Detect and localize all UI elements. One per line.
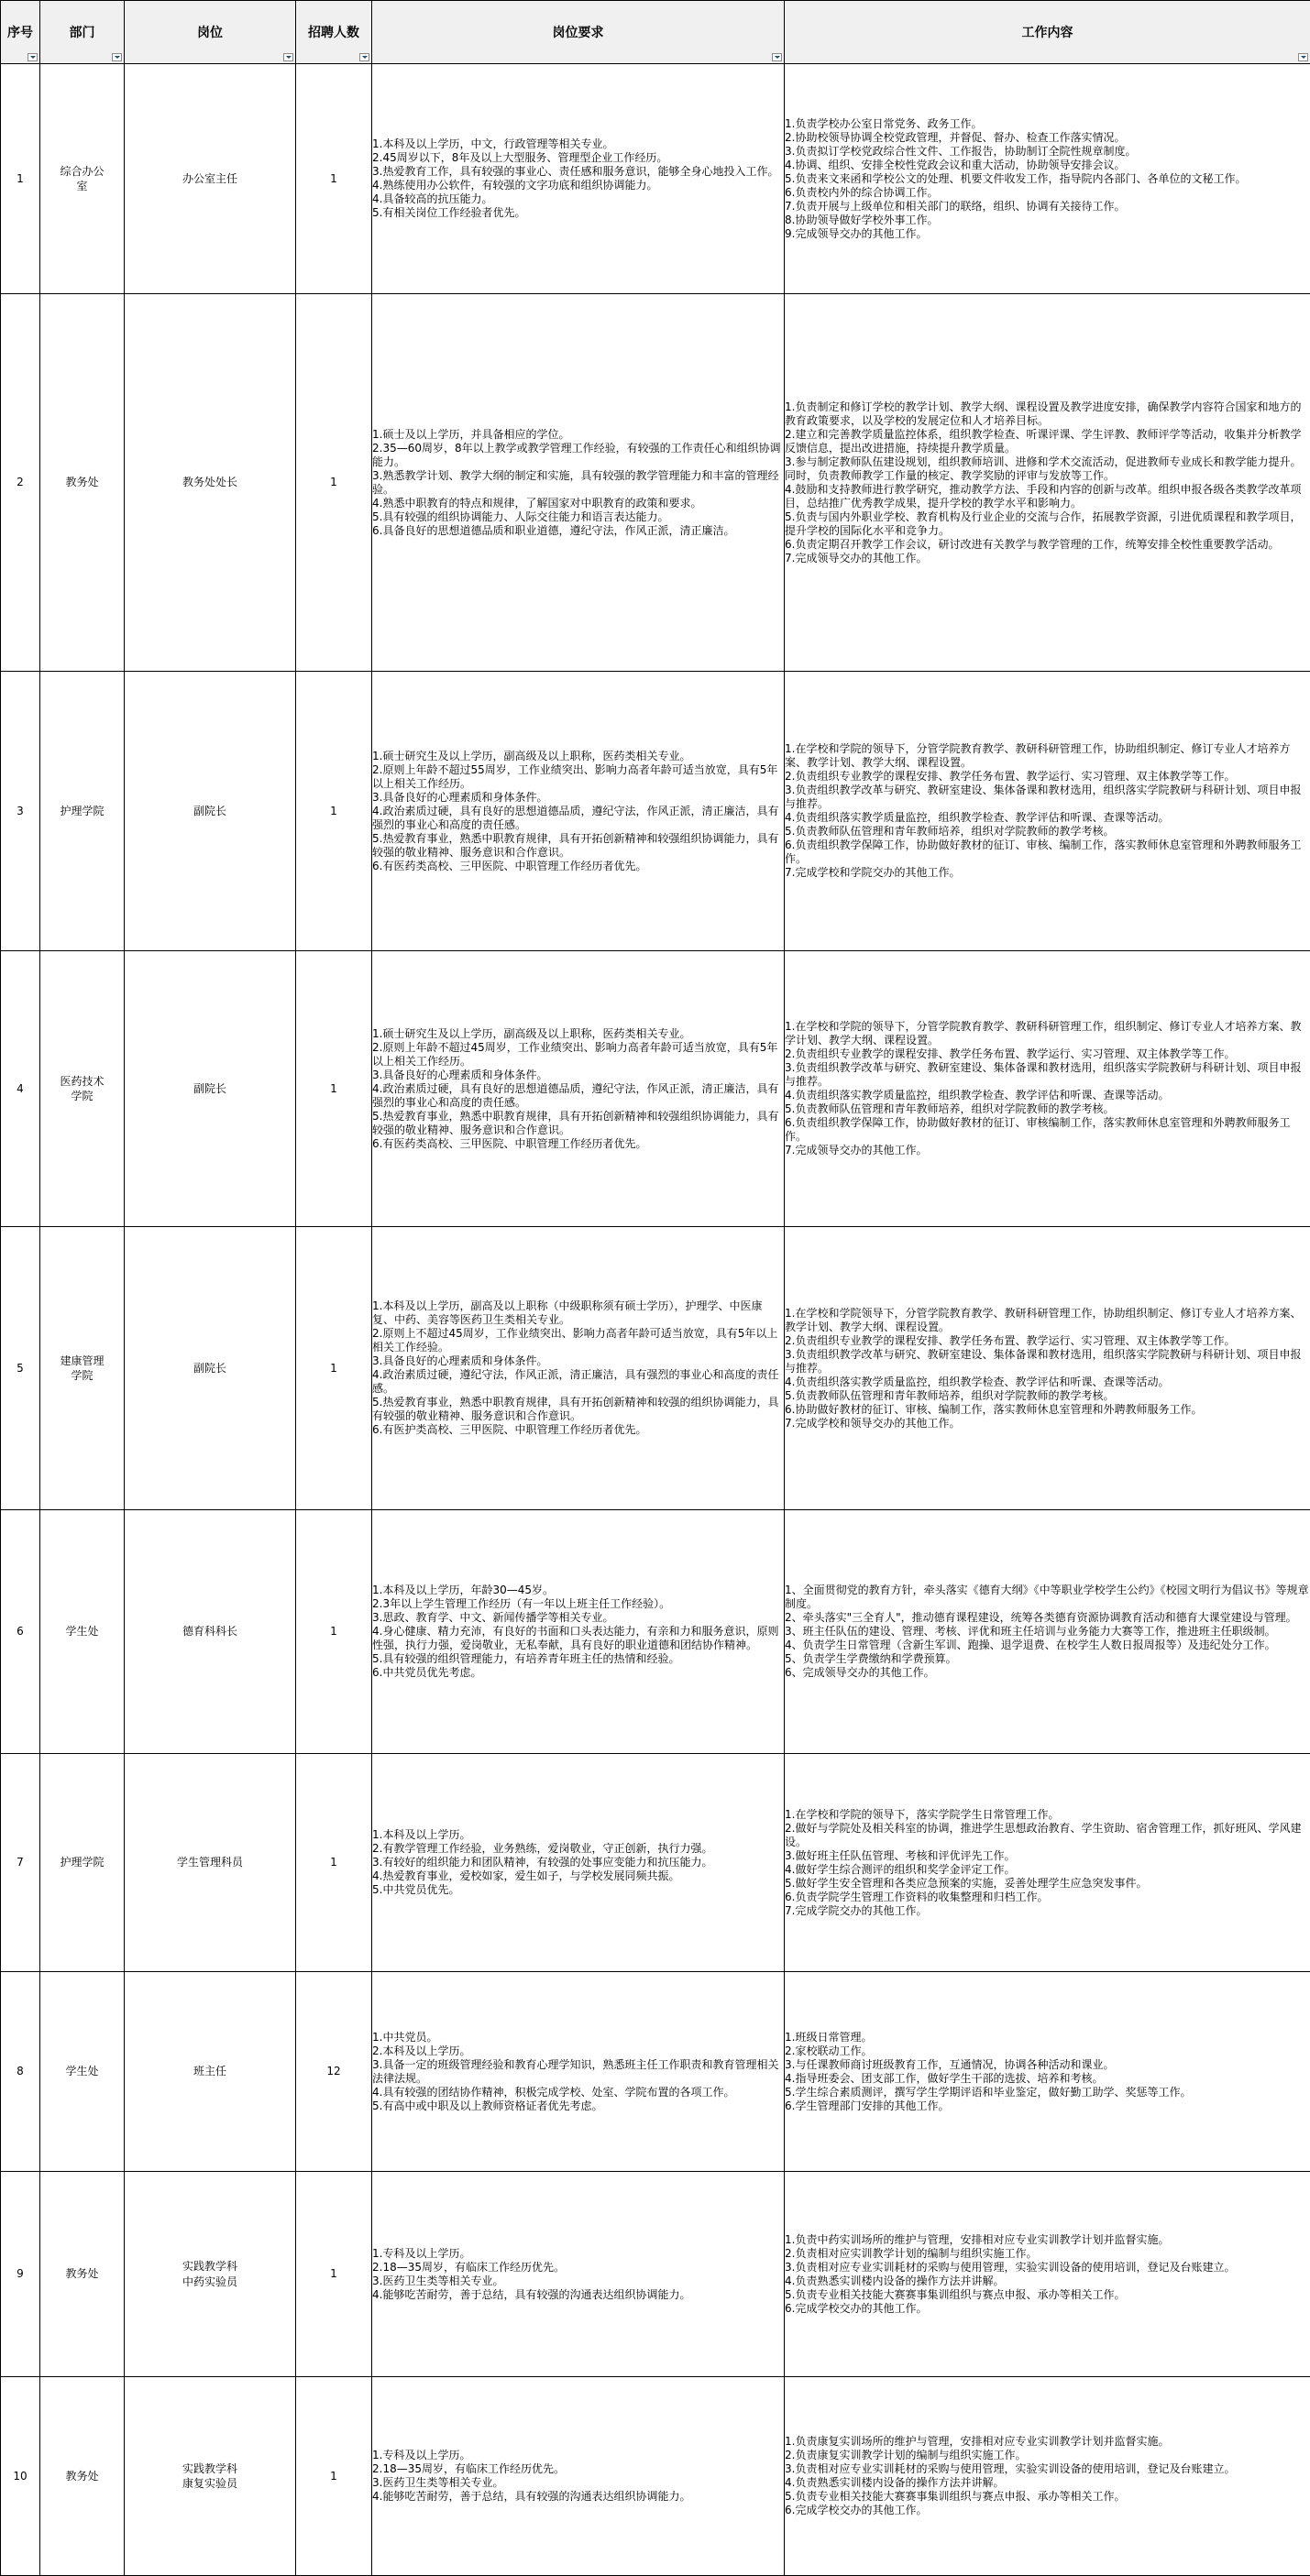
- cell-line: 1.在学校和学院的领导下，分管学院教育教学、教研科研管理工作，协助组织制定、修订专业人才培养方案、教学计划、教学大纲、课程设置。: [785, 742, 1291, 769]
- cell-requirements[interactable]: [372, 951, 785, 1227]
- cell-duties[interactable]: [785, 1510, 1310, 1754]
- cell-requirements[interactable]: [372, 294, 785, 672]
- cell-line: 3.热爱教育工作，具有较强的事业心、责任感和服务意识，能够全身心地投入工作。: [372, 165, 779, 178]
- cell-line: 4.负责组织落实教学质量监控，组织教学检查、教学评估和听课、查课等活动。: [785, 1375, 1170, 1388]
- cell-line: 3.具备一定的班级管理经验和教育心理学知识，熟悉班主任工作职责和教育管理相关法律法规。: [372, 2057, 779, 2085]
- cell-line: 5.负责教师队伍管理和青年教师培养，组织对学院教师的教学考核。: [785, 1388, 1115, 1402]
- cell-line: 4.熟练使用办公软件，有较强的文字功底和组织协调能力。: [372, 179, 658, 192]
- cell-line: 4.负责组织落实教学质量监控，组织教学检查、教学评估和听课、查课等活动。: [785, 811, 1170, 824]
- cell-post[interactable]: 副院长: [125, 1227, 296, 1510]
- cell-line: 5.负责与国内外职业学校、教育机构及行业企业的交流与合作，拓展教学资源，引进优质课程和教学项目，提升学校的国际化水平和竞争力。: [785, 510, 1302, 537]
- cell-line: 8.协助领导做好学校外事工作。: [785, 213, 939, 226]
- cell-requirements[interactable]: [372, 672, 785, 951]
- table-row: [1, 1510, 1310, 1754]
- cell-line: 1.负责康复实训场所的维护与管理，安排相对应专业实训教学计划并监督实施。: [785, 2435, 1170, 2448]
- cell-line: 6.有医药类高校、三甲医院、中职管理工作经历者优先。: [372, 859, 647, 872]
- cell-line: 3.思政、教育学、中文、新闻传播学等相关专业。: [372, 1611, 614, 1624]
- cell-requirements[interactable]: [372, 1227, 785, 1510]
- cell-line: 5.有相关岗位工作经验者优先。: [372, 206, 526, 219]
- filter-dropdown-icon[interactable]: [112, 53, 122, 61]
- cell-dept[interactable]: 综合办公 室: [40, 64, 125, 294]
- table-row: [1, 951, 1310, 1227]
- cell-line: 2.18—35周岁，有临床工作经历优先。: [372, 2260, 565, 2274]
- cell-line: 5.热爱教育事业，熟悉中职教育规律，具有开拓创新精神和较强组织协调能力，具有较强的敬业精神、服务意识和合作意识。: [372, 1109, 779, 1136]
- cell-seq[interactable]: 3: [1, 672, 40, 951]
- cell-duties[interactable]: [785, 1754, 1310, 1972]
- cell-line: 2.有教学管理工作经验，业务熟练，爱岗敬业，守正创新，执行力强。: [372, 1842, 713, 1855]
- cell-line: 3.具备良好的心理素质和身体条件。: [372, 1354, 548, 1367]
- cell-line: 1、全面贯彻党的教育方针，牵头落实《德育大纲》《中等职业学校学生公约》《校园文明行为倡议书》等规章制度。: [785, 1584, 1309, 1610]
- cell-duties[interactable]: [785, 2172, 1310, 2377]
- cell-dept[interactable]: 护理学院: [40, 672, 125, 951]
- cell-line: 4.具备较高的抗压能力。: [372, 192, 493, 205]
- cell-seq[interactable]: 1: [1, 64, 40, 294]
- cell-line: 5.有高中或中职及以上教师资格证者优先考虑。: [372, 2099, 603, 2112]
- cell-line: 6.学生管理部门安排的其他工作。: [785, 2099, 950, 2112]
- cell-line: 5.负责专业相关技能大赛赛事集训组织与赛点申报、承办等相关工作。: [785, 2490, 1126, 2503]
- cell-dept[interactable]: 建康管理 学院: [40, 1227, 125, 1510]
- cell-dept[interactable]: 护理学院: [40, 1754, 125, 1972]
- cell-line: 6.负责校内外的综合协调工作。: [785, 185, 939, 199]
- cell-line: 5.热爱教育事业，熟悉中职教育规律，具有开拓创新精神和较强组织协调能力，具有较强的敬业精神、服务意识和合作意识。: [372, 831, 779, 859]
- cell-requirements[interactable]: [372, 1972, 785, 2172]
- cell-line: 2.做好与学院处及相关科室的协调，推进学生思想政治教育、学生资助、宿舍管理工作，抓好班风、学风建设。: [785, 1821, 1302, 1848]
- table-row: [1, 2377, 1310, 2576]
- cell-line: 2.18—35周岁，有临床工作经历优先。: [372, 2462, 565, 2475]
- table-row: [1, 2172, 1310, 2377]
- cell-line: 5.学生综合素质测评，撰写学生学期评语和毕业鉴定，做好勤工助学、奖惩等工作。: [785, 2085, 1192, 2099]
- cell-line: 1.在学校和学院领导下，分管学院教育教学、教研科研管理工作，协助组织制定、修订专业人才培养方案、教学计划、教学大纲、课程设置。: [785, 1306, 1302, 1333]
- cell-line: 2、牵头落实"三全育人"，推动德育课程建设，统筹各类德育资源协调教育活动和德育大课堂建设与管理。: [785, 1611, 1297, 1624]
- cell-line: 3.医药卫生类等相关专业。: [372, 2274, 504, 2287]
- cell-dept[interactable]: 教务处: [40, 2377, 125, 2576]
- cell-post[interactable]: 副院长: [125, 672, 296, 951]
- header-count: 招聘人数: [296, 1, 372, 64]
- filter-dropdown-icon[interactable]: [28, 53, 38, 61]
- cell-count[interactable]: 1: [296, 2172, 372, 2377]
- cell-seq[interactable]: 5: [1, 1227, 40, 1510]
- cell-line: 4.热爱教育事业，爱校如家，爱生如子，与学校发展同频共振。: [372, 1869, 680, 1882]
- cell-post[interactable]: 教务处处长: [125, 294, 296, 672]
- cell-line: 5.具有较强的组织管理能力，有培养青年班主任的热情和经验。: [372, 1652, 680, 1665]
- cell-line: 1.本科及以上学历，年龄30—45岁。: [372, 1584, 554, 1596]
- cell-post[interactable]: 德育科科长: [125, 1510, 296, 1754]
- cell-line: 3.负责相对应专业实训耗材的采购与使用管理，实验实训设备的使用培训，登记及台账建立。: [785, 2462, 1236, 2475]
- table-row: [1, 294, 1310, 672]
- cell-line: 3.与任课教师商讨班级教育工作，互通情况，协调各种活动和课业。: [785, 2057, 1115, 2071]
- filter-dropdown-icon[interactable]: [283, 53, 293, 61]
- cell-post[interactable]: 副院长: [125, 951, 296, 1227]
- cell-line: 4.负责组织落实教学质量监控，组织教学检查、教学评估和听课、查课等活动。: [785, 1089, 1170, 1102]
- cell-line: 5、负责学生学费缴纳和学费预算。: [785, 1652, 957, 1665]
- cell-line: 2.原则上年龄不超过55周岁，工作业绩突出、影响力高者年龄可适当放宽，具有5年以上相关工作经历。: [372, 762, 778, 790]
- cell-line: 6.有医药类高校、三甲医院、中职管理工作经历者优先。: [372, 1136, 647, 1150]
- cell-line: 4.能够吃苦耐劳，善于总结，具有较强的沟通表达组织协调能力。: [372, 2287, 691, 2301]
- cell-line: 1.硕士研究生及以上学历，副高级及以上职称，医药类相关专业。: [372, 1026, 691, 1040]
- cell-line: 9.完成领导交办的其他工作。: [785, 226, 928, 240]
- header-post: 岗位: [125, 1, 296, 64]
- cell-line: 4.指导班委会、团支部工作，做好学生干部的选拔、培养和考核。: [785, 2071, 1104, 2085]
- cell-count[interactable]: 1: [296, 1510, 372, 1754]
- cell-line: 7.完成学校和学院交办的其他工作。: [785, 866, 961, 879]
- cell-line: 4.能够吃苦耐劳，善于总结，具有较强的沟通表达组织协调能力。: [372, 2490, 691, 2503]
- cell-duties[interactable]: [785, 1227, 1310, 1510]
- cell-line: 6、完成领导交办的其他工作。: [785, 1666, 935, 1679]
- cell-seq[interactable]: 9: [1, 2172, 40, 2377]
- cell-line: 3.负责组织教学改革与研究、教研室建设、集体备课和教材选用，组织落实学院教研与科研计划、项目申报与推荐。: [785, 1061, 1302, 1088]
- cell-duties[interactable]: [785, 672, 1310, 951]
- cell-line: 6.完成学校交办的其他工作。: [785, 2301, 928, 2315]
- table-row: [1, 1227, 1310, 1510]
- cell-line: 2.负责组织专业教学的课程安排、教学任务布置、教学运行、实习管理、双主体教学等工作。: [785, 770, 1236, 783]
- cell-line: 5.具有较强的组织协调能力、人际交往能力和语言表达能力。: [372, 510, 669, 523]
- cell-line: 2.本科及以上学历。: [372, 2044, 471, 2057]
- cell-line: 7.负责开展与上级单位和相关部门的联络，组织、协调有关接待工作。: [785, 199, 1126, 213]
- cell-line: 7.完成学校和领导交办的其他工作。: [785, 1416, 961, 1430]
- cell-line: 3.负责相对应专业实训耗材的采购与使用管理，实验实训设备的使用培训，登记及台账建立。: [785, 2260, 1236, 2274]
- cell-line: 4.协调、组织、安排全校性党政会议和重大活动，协助领导安排会议。: [785, 158, 1126, 171]
- cell-line: 2.负责相对应实训教学计划的编制与组织实施工作。: [785, 2246, 1038, 2260]
- cell-line: 7.完成学院交办的其他工作。: [785, 1903, 928, 1917]
- cell-seq[interactable]: 6: [1, 1510, 40, 1754]
- header-seq: 序号: [1, 1, 40, 64]
- cell-line: 3.具备良好的心理素质和身体条件。: [372, 790, 548, 804]
- cell-line: 3.负责组织教学改革与研究、教研室建设、集体备课和教材选用，组织落实学院教研与科研计划、项目申报与推荐。: [785, 784, 1302, 810]
- cell-count[interactable]: 1: [296, 64, 372, 294]
- cell-requirements[interactable]: [372, 2377, 785, 2576]
- cell-line: 3.有较好的组织能力和团队精神，有较强的处事应变能力和抗压能力。: [372, 1856, 713, 1869]
- cell-line: 4.熟悉中职教育的特点和规律，了解国家对中职教育的政策和要求。: [372, 496, 702, 510]
- cell-count[interactable]: 1: [296, 1754, 372, 1972]
- filter-dropdown-icon[interactable]: [359, 53, 369, 61]
- cell-line: 4.负责熟悉实训楼内设备的操作方法并讲解。: [785, 2476, 1005, 2489]
- cell-line: 3.熟悉教学计划、教学大纲的制定和实施，具有较强的教学管理能力和丰富的管理经验。: [372, 468, 779, 496]
- cell-duties[interactable]: [785, 2377, 1310, 2576]
- cell-line: 1.专科及以上学历。: [372, 2449, 471, 2461]
- cell-line: 6.负责组织教学保障工作，协助做好教材的征订、审核、编制工作，落实教师休息室管理和外聘教师服务工作。: [785, 839, 1302, 865]
- cell-count[interactable]: 1: [296, 672, 372, 951]
- cell-dept[interactable]: 医药技术 学院: [40, 951, 125, 1227]
- cell-duties[interactable]: [785, 1972, 1310, 2172]
- table-row: [1, 64, 1310, 294]
- cell-line: 1.中共党员。: [372, 2030, 438, 2044]
- header-requirements: 岗位要求: [372, 1, 785, 64]
- cell-line: 3、班主任队伍的建设、管理、考核、评优和班主任培训与业务能力大赛等工作，推进班主任职级制。: [785, 1625, 1276, 1638]
- header-duties: 工作内容: [785, 1, 1310, 64]
- table-row: [1, 1754, 1310, 1972]
- cell-requirements[interactable]: [372, 1510, 785, 1754]
- cell-line: 1.硕士及以上学历，并具备相应的学位。: [372, 427, 570, 441]
- cell-line: 4.政治素质过硬，遵纪守法，作风正派，清正廉洁，具有强烈的事业心和高度的责任感。: [372, 1368, 779, 1395]
- cell-line: 2.35—60周岁，8年以上教学或教学管理工作经验，有较强的工作责任心和组织协调能力。: [372, 441, 781, 468]
- cell-post[interactable]: 实践教学科 中药实验员: [125, 2172, 296, 2377]
- cell-line: 2.原则上年龄不超过45周岁，工作业绩突出、影响力高者年龄可适当放宽，具有5年以上相关工作经历。: [372, 1040, 778, 1068]
- cell-count[interactable]: 1: [296, 294, 372, 672]
- cell-seq[interactable]: 4: [1, 951, 40, 1227]
- cell-line: 4.政治素质过硬，具有良好的思想道德品质，遵纪守法，作风正派，清正廉洁，具有强烈的事业心和高度的责任感。: [372, 804, 779, 831]
- cell-line: 6.具备良好的思想道德品质和职业道德，遵纪守法，作风正派，清正廉洁。: [372, 523, 735, 537]
- cell-line: 4、负责学生日常管理（含新生军训、跑操、退学退费、在校学生人数日报周报等）及违纪处分工作。: [785, 1639, 1276, 1651]
- cell-post[interactable]: 实践教学科 康复实验员: [125, 2377, 296, 2576]
- cell-line: 6.中共党员优先考虑。: [372, 1666, 482, 1679]
- cell-line: 5.热爱教育事业，熟悉中职教育规律，具有开拓创新精神和较强的组织协调能力，具有较强的敬业精神、服务意识和合作意识。: [372, 1396, 779, 1422]
- cell-seq[interactable]: 7: [1, 1754, 40, 1972]
- cell-line: 1.负责制定和修订学校的教学计划、教学大纲、课程设置及教学进度安排，确保教学内容符合国家和地方的教育政策要求，以及学校的发展定位和人才培养目标。: [785, 400, 1302, 427]
- header-dept: 部门: [40, 1, 125, 64]
- cell-line: 6.协助做好教材的征订、审核、编制工作，落实教师休息室管理和外聘教师服务工作。: [785, 1402, 1203, 1416]
- cell-duties[interactable]: [785, 294, 1310, 672]
- cell-requirements[interactable]: [372, 1754, 785, 1972]
- cell-count[interactable]: 1: [296, 1227, 372, 1510]
- cell-line: 5.负责教师队伍管理和青年教师培养，组织对学院教师的教学考核。: [785, 825, 1115, 838]
- cell-line: 5.负责来文来函和学校公文的处理、机要文件收发工作，指导院内各部门、各单位的文秘工作。: [785, 171, 1247, 185]
- cell-line: 4.身心健康、精力充沛，有良好的书面和口头表达能力，有亲和力和服务意识，原则性强，执行力强，爱岗敬业，无私奉献，具有良好的职业道德和团结协作精神。: [372, 1625, 779, 1651]
- cell-seq[interactable]: 8: [1, 1972, 40, 2172]
- cell-line: 3.负责组织教学改革与研究、教研室建设、集体备课和教材选用，组织落实学院教研与科研计划、项目申报与推荐。: [785, 1347, 1302, 1375]
- cell-line: 1.在学校和学院的领导下，分管学院教育教学、教研科研管理工作，组织制定、修订专业人才培养方案、教学计划、教学大纲、课程设置。: [785, 1020, 1302, 1047]
- cell-duties[interactable]: [785, 951, 1310, 1227]
- cell-line: 5.负责专业相关技能大赛赛事集训组织与赛点申报、承办等相关工作。: [785, 2287, 1126, 2301]
- cell-line: 6.完成学校交办的其他工作。: [785, 2504, 928, 2516]
- cell-line: 1.在学校和学院的领导下，落实学院学生日常管理工作。: [785, 1807, 1060, 1821]
- cell-line: 2.协助校领导协调全校党政管理，并督促、督办、检查工作落实情况。: [785, 130, 1126, 144]
- filter-dropdown-icon[interactable]: [1298, 53, 1308, 61]
- cell-seq[interactable]: 10: [1, 2377, 40, 2576]
- cell-line: 1.本科及以上学历。: [372, 1828, 471, 1841]
- cell-duties[interactable]: [785, 64, 1310, 294]
- cell-line: 2.家校联动工作。: [785, 2044, 873, 2057]
- cell-line: 6.有医护类高校、三甲医院、中职管理工作经历者优先。: [372, 1423, 647, 1436]
- cell-post[interactable]: 班主任: [125, 1972, 296, 2172]
- cell-count[interactable]: 1: [296, 951, 372, 1227]
- table-row: [1, 672, 1310, 951]
- cell-line: 5.中共党员优先。: [372, 1883, 460, 1896]
- cell-line: 4.具有较强的团结协作精神，积极完成学校、处室、学院布置的各项工作。: [372, 2085, 735, 2099]
- cell-line: 1.本科及以上学历，中文，行政管理等相关专业。: [372, 137, 614, 150]
- header-row: [1, 1, 1310, 64]
- cell-line: 1.专科及以上学历。: [372, 2246, 471, 2260]
- cell-line: 4.鼓励和支持教师进行教学研究，推动教学方法、手段和内容的创新与改革。组织申报各级各类教学改革项目，总结推广优秀教学成果，提升学校的教学水平和影响力。: [785, 482, 1302, 510]
- cell-line: 7.完成领导交办的其他工作。: [785, 551, 928, 565]
- cell-line: 3.医药卫生类等相关专业。: [372, 2476, 504, 2489]
- cell-requirements[interactable]: [372, 64, 785, 294]
- cell-line: 1.本科及以上学历，副高及以上职称（中级职称须有硕士学历），护理学、中医康复、中药、美容等医药卫生类相关专业。: [372, 1299, 763, 1326]
- cell-line: 2.建立和完善教学质量监控体系，组织教学检查、听课评课、学生评教、教师评学等活动，收集并分析教学反馈信息，提出改进措施，持续提升教学质量。: [785, 427, 1302, 455]
- cell-line: 2.负责康复实训教学计划的编制与组织实施工作。: [785, 2449, 1027, 2461]
- cell-line: 1.班级日常管理。: [785, 2030, 873, 2044]
- cell-dept[interactable]: 教务处: [40, 294, 125, 672]
- cell-line: 1.硕士研究生及以上学历，副高级及以上职称，医药类相关专业。: [372, 749, 691, 762]
- table-row: [1, 1972, 1310, 2172]
- cell-line: 4.做好学生综合测评的组织和奖学金评定工作。: [785, 1862, 1016, 1876]
- cell-post[interactable]: 办公室主任: [125, 64, 296, 294]
- cell-line: 5.负责教师队伍管理和青年教师培养，组织对学院教师的教学考核。: [785, 1102, 1115, 1115]
- cell-requirements[interactable]: [372, 2172, 785, 2377]
- cell-line: 2.负责组织专业教学的课程安排、教学任务布置、教学运行、实习管理、双主体教学等工作。: [785, 1047, 1236, 1060]
- cell-line: 3.具备良好的心理素质和身体条件。: [372, 1068, 548, 1081]
- cell-line: 1.负责中药实训场所的维护与管理，安排相对应专业实训教学计划并监督实施。: [785, 2232, 1170, 2246]
- cell-dept[interactable]: 教务处: [40, 2172, 125, 2377]
- cell-line: 3.做好班主任队伍管理、考核和评优评先工作。: [785, 1848, 1016, 1862]
- cell-line: 2.原则上不超过45周岁，工作业绩突出、影响力高者年龄可适当放宽，具有5年以上相关工作经验。: [372, 1327, 778, 1354]
- cell-line: 2.负责组织专业教学的课程安排、教学任务布置、教学运行、实习管理、双主体教学等工作。: [785, 1333, 1236, 1347]
- cell-line: 4.负责熟悉实训楼内设备的操作方法并讲解。: [785, 2274, 1005, 2287]
- cell-count[interactable]: 12: [296, 1972, 372, 2172]
- cell-line: 3.参与制定教师队伍建设规划，组织教师培训、进修和学术交流活动，促进教师专业成长和教学能力提升。同时，负责教师教学工作量的核定、教学奖励的评审与发放等工作。: [785, 455, 1302, 482]
- cell-line: 1.负责学校办公室日常党务、政务工作。: [785, 116, 983, 130]
- cell-line: 6.负责定期召开教学工作会议，研讨改进有关教学与教学管理的工作，统筹安排全校性重要教学活动。: [785, 537, 1280, 551]
- cell-line: 4.政治素质过硬，具有良好的思想道德品质，遵纪守法，作风正派，清正廉洁，具有强烈的事业心和高度的责任感。: [372, 1081, 779, 1109]
- cell-seq[interactable]: 2: [1, 294, 40, 672]
- cell-line: 2.45周岁以下，8年及以上大型服务、管理型企业工作经历。: [372, 151, 668, 164]
- cell-dept[interactable]: 学生处: [40, 1510, 125, 1754]
- cell-line: 6.负责组织教学保障工作，协助做好教材的征订、审核编制工作，落实教师休息室管理和外聘教师服务工作。: [785, 1116, 1291, 1143]
- cell-post[interactable]: 学生管理科员: [125, 1754, 296, 1972]
- cell-line: 3.负责拟订学校党政综合性文件、工作报告，协助制订全院性规章制度。: [785, 144, 1137, 158]
- cell-dept[interactable]: 学生处: [40, 1972, 125, 2172]
- cell-line: 7.完成领导交办的其他工作。: [785, 1144, 928, 1156]
- cell-count[interactable]: 1: [296, 2377, 372, 2576]
- cell-line: 5.做好学生安全管理和各类应急预案的实施，妥善处理学生应急突发事件。: [785, 1876, 1148, 1890]
- cell-line: 2.3年以上学生管理工作经历（有一年以上班主任工作经验）。: [372, 1597, 671, 1610]
- filter-dropdown-icon[interactable]: [772, 53, 782, 61]
- cell-line: 6.负责学院学生管理工作资料的收集整理和归档工作。: [785, 1890, 1049, 1903]
